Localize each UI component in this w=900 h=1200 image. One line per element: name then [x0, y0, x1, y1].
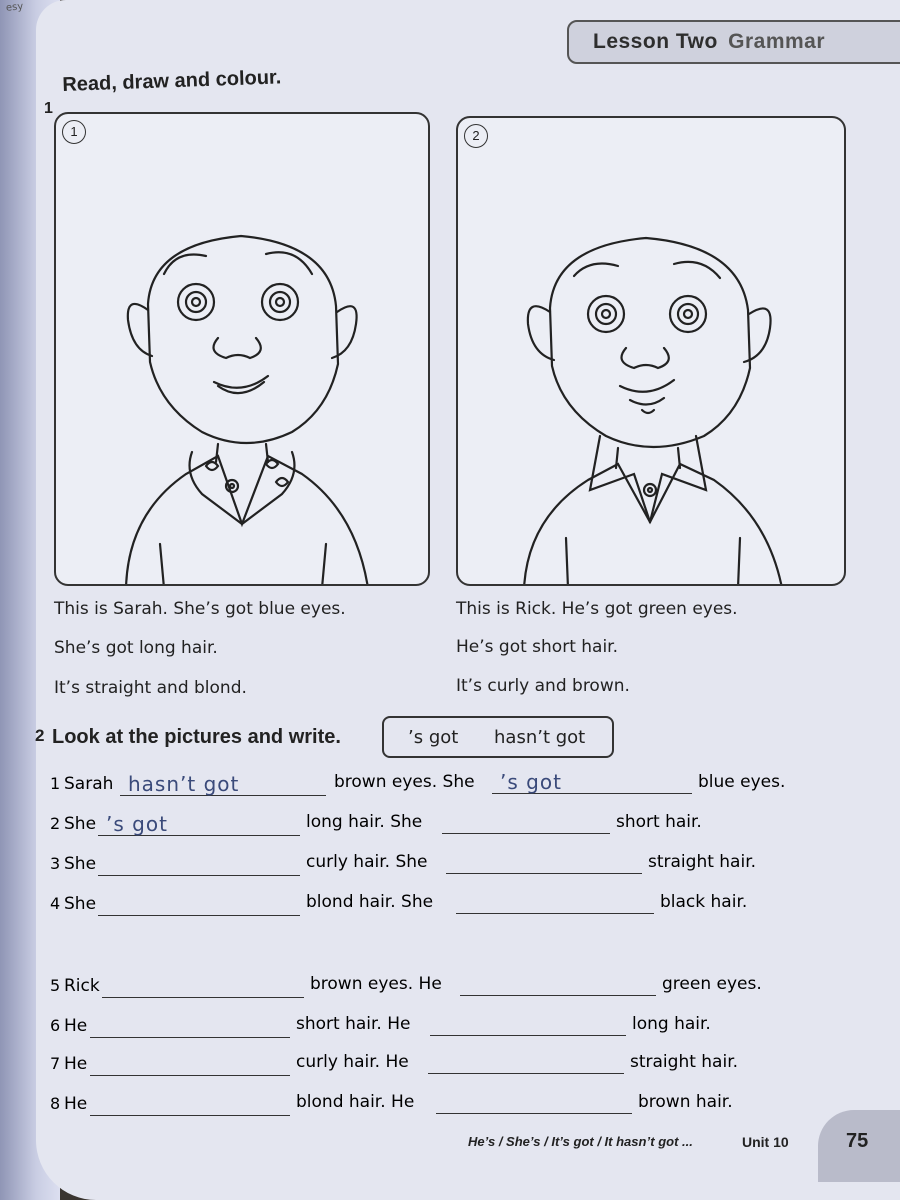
sentence-number: 1 [50, 774, 61, 793]
sentence-middle: blond hair. She [306, 892, 434, 912]
sentence-middle: curly hair. She [306, 852, 428, 872]
word-option: hasn’t got [494, 727, 586, 748]
sentence-end: blue eyes. [698, 772, 786, 792]
answer-blank-2[interactable] [442, 810, 610, 834]
picture-frame-rick[interactable] [456, 116, 846, 586]
sentence-subject: She [64, 894, 97, 914]
sentence-number: 4 [50, 894, 61, 913]
sarah-drawing [56, 114, 430, 586]
sentence-middle: blond hair. He [296, 1092, 415, 1112]
sentence-middle: long hair. She [306, 812, 423, 832]
sentence-subject: She [64, 854, 97, 874]
sentence-end: brown hair. [638, 1092, 733, 1112]
sentence-number: 3 [50, 854, 61, 873]
sentence-number: 5 [50, 976, 61, 995]
footer-grammar-note: He’s / She’s / It’s got / It hasn’t got ... [468, 1134, 693, 1149]
answer-blank-2[interactable] [460, 972, 656, 996]
sentence-number: 7 [50, 1054, 61, 1073]
answer-blank-1[interactable]: ’s got [98, 812, 300, 836]
sentence-end: long hair. [632, 1014, 711, 1034]
sentence-number: 8 [50, 1094, 61, 1113]
word-option: ’s got [408, 727, 459, 748]
rick-drawing [458, 118, 846, 586]
sentence-subject: She [64, 814, 97, 834]
picture-number: 1 [62, 120, 86, 144]
exercise1-number: 1 [44, 100, 53, 117]
sentence-subject: Sarah [64, 774, 114, 794]
answer-blank-1[interactable] [90, 1052, 290, 1076]
rick-line-1: This is Rick. He’s got green eyes. [456, 599, 738, 619]
answer-blank-1[interactable] [90, 1092, 290, 1116]
sentence-middle: brown eyes. She [334, 772, 475, 792]
answer-blank-2[interactable] [436, 1090, 632, 1114]
answer-blank-2[interactable] [456, 890, 654, 914]
sentence-subject: He [64, 1094, 88, 1114]
answer-blank-2[interactable] [446, 850, 642, 874]
lesson-header [567, 20, 900, 64]
sentence-middle: short hair. He [296, 1014, 411, 1034]
exercise2-title: Look at the pictures and write. [52, 726, 341, 748]
sentence-number: 2 [50, 814, 61, 833]
sentence-end: straight hair. [630, 1052, 739, 1072]
answer-blank-2[interactable] [430, 1012, 626, 1036]
lesson-label: Lesson Two [593, 30, 718, 53]
answer-blank-1[interactable] [98, 892, 300, 916]
exercise2-number: 2 [35, 726, 45, 745]
sarah-line-1: This is Sarah. She’s got blue eyes. [54, 599, 346, 619]
answer-blank-1[interactable] [102, 974, 304, 998]
corner-text: esy [5, 1, 24, 14]
picture-number: 2 [464, 124, 488, 148]
sentence-subject: Rick [64, 976, 100, 996]
sentence-end: straight hair. [648, 852, 757, 872]
sentence-end: black hair. [660, 892, 748, 912]
sentence-middle: curly hair. He [296, 1052, 409, 1072]
answer-blank-1[interactable] [98, 852, 300, 876]
sarah-line-2: She’s got long hair. [54, 638, 218, 658]
answer-blank-2[interactable]: ’s got [492, 770, 692, 794]
section-label: Grammar [728, 30, 826, 53]
sarah-line-3: It’s straight and blond. [54, 678, 247, 698]
sentence-subject: He [64, 1016, 88, 1036]
footer-unit: Unit 10 [742, 1134, 789, 1150]
sentence-number: 6 [50, 1016, 61, 1035]
exercise1-title: Read, draw and colour. [62, 66, 282, 96]
sentence-end: short hair. [616, 812, 702, 832]
answer-blank-1[interactable]: hasn’t got [120, 772, 326, 796]
answer-blank-2[interactable] [428, 1050, 624, 1074]
page-number: 75 [846, 1130, 869, 1152]
rick-line-3: It’s curly and brown. [456, 676, 630, 696]
picture-frame-sarah[interactable] [54, 112, 430, 586]
rick-line-2: He’s got short hair. [456, 637, 619, 657]
sentence-end: green eyes. [662, 974, 762, 994]
answer-blank-1[interactable] [90, 1014, 290, 1038]
sentence-subject: He [64, 1054, 88, 1074]
word-box [382, 716, 614, 758]
sentence-middle: brown eyes. He [310, 974, 442, 994]
